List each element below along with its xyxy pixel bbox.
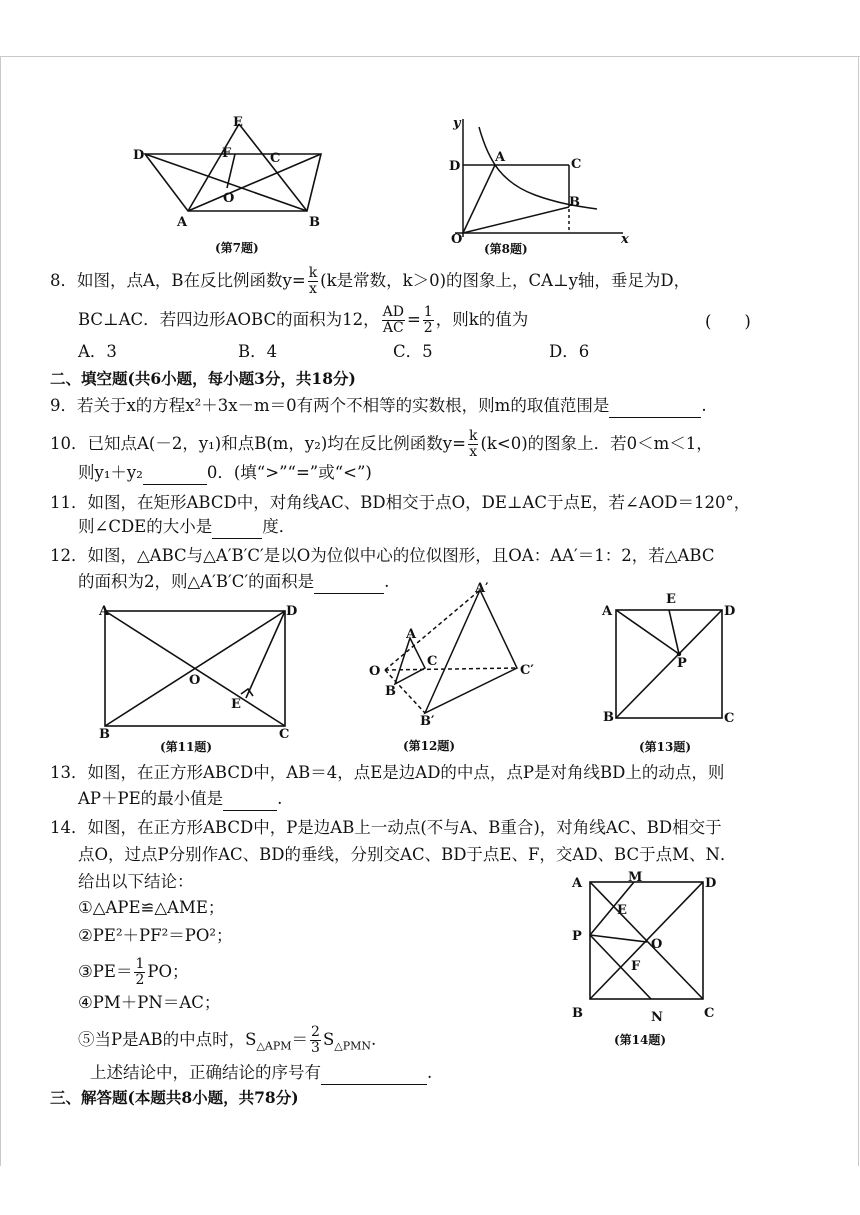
fig14-label-A: A bbox=[572, 876, 583, 891]
fig12-label-A-prime: A′ bbox=[475, 581, 489, 596]
q14-conclusion-2: ②PE²＋PF²＝PO²； bbox=[78, 926, 233, 945]
fig13-label-E: E bbox=[666, 592, 676, 607]
q9-answer-blank bbox=[609, 401, 701, 418]
fig12-label-C-prime: C′ bbox=[520, 663, 534, 678]
fig14-label-O: O bbox=[651, 937, 663, 952]
q8-fraction-half: $\frac{1}{2}$ bbox=[423, 304, 433, 336]
fig12-label-B-prime: B′ bbox=[420, 714, 435, 729]
q11-line2: 则∠CDE的大小是 度． bbox=[78, 515, 295, 539]
q14-fraction-half: $\frac{1}{2}$ bbox=[135, 956, 145, 988]
q10-fraction-k-x: $\frac{k}{x}$ bbox=[468, 428, 478, 460]
fig11-caption: (第11题) bbox=[160, 740, 213, 754]
fig14-label-F: F bbox=[631, 959, 641, 974]
q13-answer-blank bbox=[223, 794, 277, 811]
q14-conclusion-1: ①△APE≌△AME； bbox=[78, 898, 225, 917]
q13-line1: 13．如图，在正方形ABCD中，AB＝4，点E是边AD的中点，点P是对角线BD上的动点，则 bbox=[50, 763, 725, 782]
q12-line1: 12．如图，△ABC与△A′B′C′是以O为位似中心的位似图形，且OA：AA′＝1：2，若△ABC bbox=[50, 546, 715, 565]
fig12-label-O: O bbox=[369, 664, 381, 679]
fig11-label-D: D bbox=[286, 604, 298, 619]
fig13-label-C: C bbox=[724, 711, 735, 726]
fig7-label-F: F bbox=[222, 146, 232, 161]
fig14-label-B: B bbox=[572, 1006, 583, 1021]
q10-answer-blank bbox=[143, 468, 207, 485]
fig8-caption: (第8题) bbox=[484, 242, 528, 256]
q8-option-c: C．5 bbox=[393, 342, 433, 361]
q8-fraction-ad-ac: $\frac{AD}{AC}$ bbox=[382, 304, 404, 336]
fig7-label-B: B bbox=[309, 215, 320, 230]
q14-conclusion-3: ③PE＝ $\frac{1}{2}$ PO； bbox=[78, 956, 189, 988]
q10-line2: 则y₁＋y₂ 0．(填“>”“=”或“<”) bbox=[78, 461, 372, 485]
figure-8 bbox=[445, 115, 635, 245]
q10-line1: 10．已知点A(－2，y₁)和点B(m，y₂)均在反比例函数y= $\frac{k}{x}$ (k<0)的图象上．若0＜m＜1， bbox=[50, 428, 713, 460]
fig11-label-C: C bbox=[279, 727, 290, 742]
fig12-label-A: A bbox=[406, 627, 417, 642]
page-border-top bbox=[0, 56, 860, 57]
fig8-label-A: A bbox=[495, 150, 506, 165]
fig8-label-D: D bbox=[449, 159, 461, 174]
fig7-label-C: C bbox=[270, 151, 281, 166]
fig13-label-A: A bbox=[602, 604, 613, 619]
fig7-label-E: E bbox=[233, 115, 243, 130]
page-border-right bbox=[858, 56, 859, 1166]
q8-line2: BC⊥AC．若四边形AOBC的面积为12， $\frac{AD}{AC}$ = $\frac{1}{2}$ ，则k的值为 bbox=[78, 304, 529, 336]
q14-conclusion-5: ⑤当P是AB的中点时，$S_{\triangle APM}=$ $\frac{2}{3}$ $S_{\triangle PMN}$. bbox=[78, 1024, 377, 1056]
figure-14 bbox=[565, 865, 725, 1030]
fig14-label-M: M bbox=[628, 870, 643, 885]
fig12-label-B: B bbox=[385, 684, 396, 699]
fig14-label-D: D bbox=[705, 876, 717, 891]
fig8-label-B: B bbox=[569, 195, 580, 210]
fig12-label-C: C bbox=[427, 654, 438, 669]
q11-line1: 11．如图，在矩形ABCD中，对角线AC、BD相交于点O，DE⊥AC于点E，若∠AOD＝120°， bbox=[50, 493, 751, 512]
figure-7 bbox=[125, 110, 345, 235]
figure-13 bbox=[600, 590, 750, 730]
q8-line1: 8．如图，点A，B在反比例函数y= $\frac{k}{x}$ (k是常数，k＞0)的图象上，CA⊥y轴，垂足为D， bbox=[50, 265, 691, 297]
q14-line1: 14．如图，在正方形ABCD中，P是边AB上一动点(不与A、B重合)，对角线AC、BD相交于 bbox=[50, 818, 722, 837]
fig13-label-D: D bbox=[724, 604, 736, 619]
fig14-label-P: P bbox=[572, 929, 582, 944]
fig11-label-B: B bbox=[99, 727, 110, 742]
q9: 9．若关于x的方程x²＋3x－m＝0有两个不相等的实数根，则m的取值范围是 . bbox=[50, 394, 707, 418]
q8-fraction-k-x: $\frac{k}{x}$ bbox=[308, 265, 318, 297]
q11-answer-blank bbox=[212, 522, 262, 539]
fig14-caption: (第14题) bbox=[614, 1033, 667, 1047]
fig7-caption: (第7题) bbox=[215, 241, 259, 255]
q8-answer-paren: ( ) bbox=[705, 312, 751, 331]
q8-option-a: A．3 bbox=[78, 342, 117, 361]
fig7-label-O: O bbox=[223, 191, 235, 206]
q12-line2: 的面积为2，则△A′B′C′的面积是 . bbox=[78, 570, 389, 594]
page-border-left bbox=[0, 56, 1, 1166]
fig14-label-E: E bbox=[617, 903, 627, 918]
fig11-label-O: O bbox=[189, 673, 201, 688]
fig14-label-C: C bbox=[704, 1006, 715, 1021]
fig7-label-D: D bbox=[133, 148, 145, 163]
fig13-label-B: B bbox=[603, 710, 614, 725]
q8-option-d: D．6 bbox=[549, 342, 590, 361]
q14-final: 上述结论中，正确结论的序号有 . bbox=[90, 1061, 432, 1085]
figure-11 bbox=[95, 600, 310, 740]
q14-conclusion-4: ④PM＋PN＝AC； bbox=[78, 993, 221, 1012]
section-3-heading: 三、解答题(本题共8小题，共78分) bbox=[50, 1088, 299, 1107]
fig8-label-C: C bbox=[571, 157, 582, 172]
figure-12 bbox=[365, 580, 555, 730]
q14-fraction-two-thirds: $\frac{2}{3}$ bbox=[311, 1024, 320, 1056]
fig13-caption: (第13题) bbox=[639, 740, 692, 754]
fig8-label-O: O bbox=[451, 232, 463, 247]
fig11-label-A: A bbox=[99, 604, 110, 619]
fig7-label-A: A bbox=[177, 215, 188, 230]
q14-line3: 给出以下结论： bbox=[78, 872, 194, 891]
section-2-heading: 二、填空题(共6小题，每小题3分，共18分) bbox=[50, 369, 356, 388]
fig8-label-y: y bbox=[453, 116, 461, 131]
fig11-label-E: E bbox=[231, 697, 241, 712]
fig8-label-x: x bbox=[621, 232, 629, 247]
q14-line2: 点O，过点P分别作AC、BD的垂线，分别交AC、BD于点E、F，交AD、BC于点M、N． bbox=[78, 845, 737, 864]
fig14-label-N: N bbox=[651, 1010, 663, 1025]
fig13-label-P: P bbox=[677, 656, 687, 671]
fig12-caption: (第12题) bbox=[403, 739, 456, 753]
q8-option-b: B．4 bbox=[238, 342, 278, 361]
q13-line2: AP＋PE的最小值是 . bbox=[78, 787, 282, 811]
q14-answer-blank bbox=[321, 1068, 427, 1085]
